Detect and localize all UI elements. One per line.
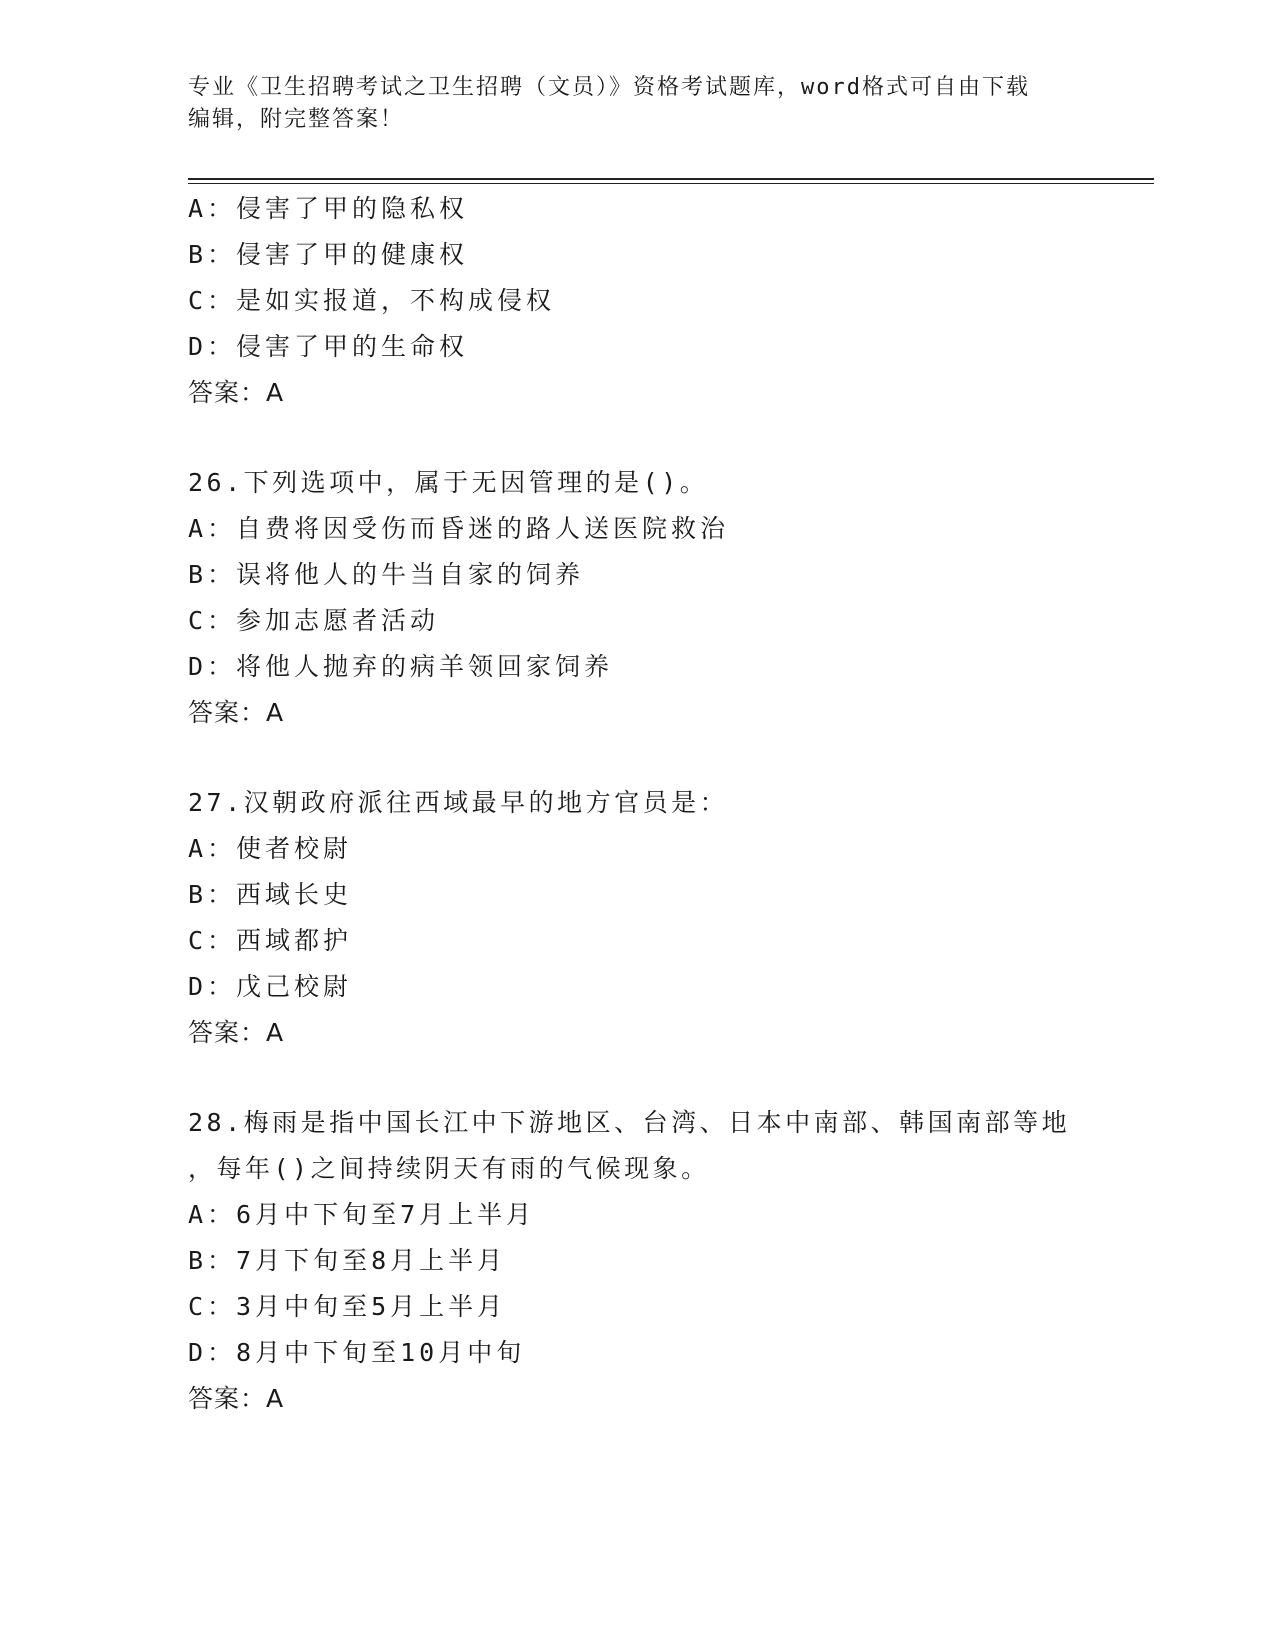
question-block-26	[188, 460, 1148, 736]
option-c: C：西域都护	[188, 926, 353, 955]
answer-line: 答案：A	[188, 698, 285, 727]
option-a: A：使者校尉	[188, 834, 353, 863]
option-b: B：7月下旬至8月上半月	[188, 1246, 507, 1275]
answer-line: 答案：A	[188, 1018, 285, 1047]
header-divider-thin	[188, 183, 1154, 184]
question-text: 26.下列选项中，属于无因管理的是()。	[188, 468, 709, 497]
option-b: B：误将他人的牛当自家的饲养	[188, 560, 585, 589]
question-text-line-1: 28.梅雨是指中国长江中下游地区、台湾、日本中南部、韩国南部等地	[188, 1108, 1071, 1137]
header-line-2: 编辑，附完整答案！	[188, 107, 405, 132]
answer-line: 答案：A	[188, 1384, 285, 1413]
option-d: D：戊己校尉	[188, 972, 353, 1001]
option-b: B：侵害了甲的健康权	[188, 240, 469, 269]
question-block-28	[188, 1100, 1148, 1422]
header-divider-thick	[188, 178, 1154, 180]
option-d: D：侵害了甲的生命权	[188, 332, 469, 361]
question-block-27	[188, 780, 1148, 1056]
option-d: D：将他人抛弃的病羊领回家饲养	[188, 652, 614, 681]
header-line-1: 专业《卫生招聘考试之卫生招聘（文员）》资格考试题库，word格式可自由下载	[188, 75, 1030, 100]
document-header	[188, 72, 1088, 136]
option-a: A：侵害了甲的隐私权	[188, 194, 469, 223]
question-list	[188, 186, 1148, 1422]
question-text-line-2: ，每年()之间持续阴天有雨的气候现象。	[188, 1154, 710, 1183]
option-a: A：6月中下旬至7月上半月	[188, 1200, 536, 1229]
option-b: B：西域长史	[188, 880, 353, 909]
option-c: C：参加志愿者活动	[188, 606, 440, 635]
option-d: D：8月中下旬至10月中旬	[188, 1338, 526, 1367]
answer-line: 答案：A	[188, 378, 285, 407]
option-a: A：自费将因受伤而昏迷的路人送医院救治	[188, 514, 730, 543]
question-block-25	[188, 186, 1148, 416]
question-text: 27.汉朝政府派往西域最早的地方官员是：	[188, 788, 729, 817]
option-c: C：3月中旬至5月上半月	[188, 1292, 507, 1321]
option-c: C：是如实报道，不构成侵权	[188, 286, 556, 315]
